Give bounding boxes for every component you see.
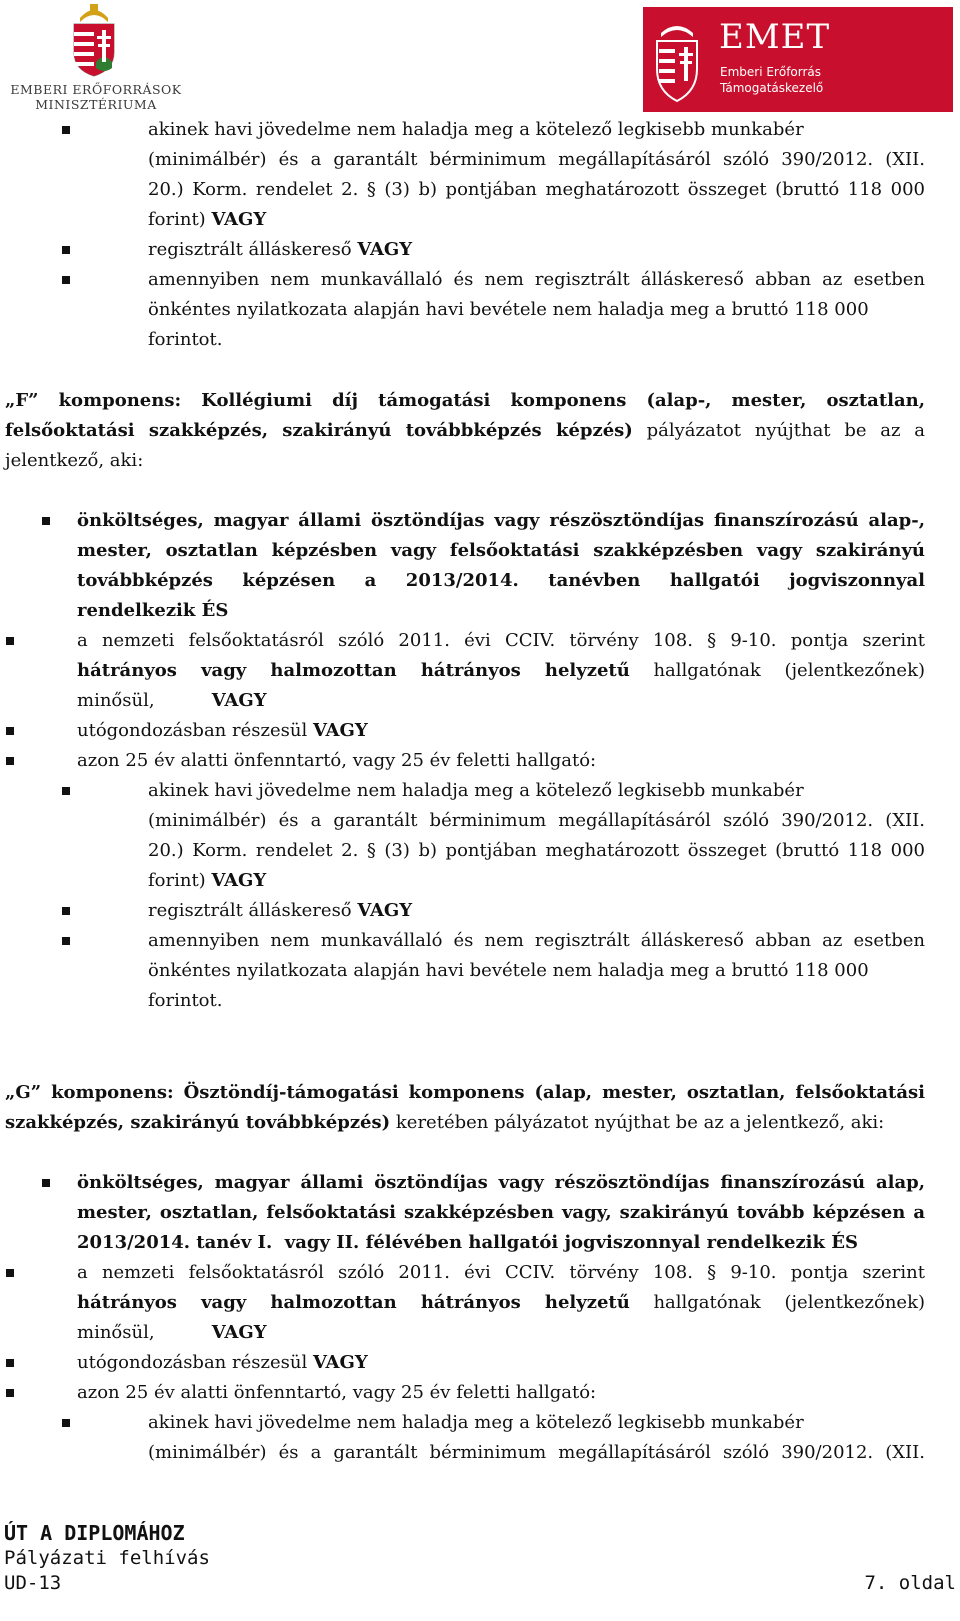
text-line: önköltséges, magyar állami ösztöndíjas vagy részösztöndíjas finanszírozású alap, xyxy=(77,1172,925,1193)
text-line: önkéntes nyilatkozata alapján havi bevétele nem haladja meg a bruttó 118 000 xyxy=(148,299,869,320)
emet-sub-line-2: Támogatáskezelő xyxy=(720,81,824,95)
page-header xyxy=(0,0,960,115)
text-line: utógondozásban részesül VAGY xyxy=(77,1352,368,1373)
text-line: a nemzeti felsőoktatásról szóló 2011. évi CCIV. törvény 108. § 9-10. pontja szerint xyxy=(77,630,925,651)
footer-code: UD-13 xyxy=(4,1572,62,1594)
emet-crest-icon xyxy=(651,21,703,103)
text-line: regisztrált álláskereső VAGY xyxy=(148,900,413,921)
text-line: regisztrált álláskereső VAGY xyxy=(148,239,413,260)
text-line: mester, osztatlan képzésben vagy felsőoktatási szakképzésben vagy szakirányú xyxy=(77,540,925,561)
footer-subtitle: Pályázati felhívás xyxy=(4,1547,210,1569)
ministry-logo xyxy=(6,2,186,114)
text-line: hátrányos vagy halmozottan hátrányos helyzetű hallgatónak (jelentkezőnek) xyxy=(77,1292,926,1313)
text-line: jelentkező, aki: xyxy=(5,450,144,471)
hungarian-crest-icon xyxy=(66,2,122,78)
bullet-icon xyxy=(62,126,70,134)
text-line: mester, osztatlan, felsőoktatási szakképzésben vagy, szakirányú tovább képzésen a xyxy=(77,1202,925,1223)
text-line: hátrányos vagy halmozottan hátrányos helyzetű hallgatónak (jelentkezőnek) xyxy=(77,660,926,681)
bullet-icon xyxy=(6,1269,14,1277)
text-line: minősül, VAGY xyxy=(77,690,267,711)
text-line: amennyiben nem munkavállaló és nem regisztrált álláskereső abban az esetben xyxy=(148,930,925,951)
text-line: (minimálbér) és a garantált bérminimum megállapításáról szóló 390/2012. (XII. xyxy=(148,149,925,170)
text-line: önköltséges, magyar állami ösztöndíjas vagy részösztöndíjas finanszírozású alap-, xyxy=(77,510,925,531)
bullet-icon xyxy=(6,637,14,645)
text-line: a nemzeti felsőoktatásról szóló 2011. évi CCIV. törvény 108. § 9-10. pontja szerint xyxy=(77,1262,925,1283)
text-line: (minimálbér) és a garantált bérminimum megállapításáról szóló 390/2012. (XII. xyxy=(148,810,925,831)
text-line: forintot. xyxy=(148,990,223,1011)
text-line: akinek havi jövedelme nem haladja meg a kötelező legkisebb munkabér xyxy=(148,119,804,140)
bullet-icon xyxy=(62,246,70,254)
section-heading-g: „G” komponens: Ösztöndíj-támogatási komponens (alap, mester, osztatlan, felsőoktatási xyxy=(5,1082,925,1103)
bullet-icon xyxy=(42,517,50,525)
text-line: 2013/2014. tanév I. vagy II. félévében hallgatói jogviszonnyal rendelkezik ÉS xyxy=(77,1232,858,1253)
bullet-icon xyxy=(6,1359,14,1367)
text-line: forintot. xyxy=(148,329,223,350)
ministry-name-line-2: MINISZTÉRIUMA xyxy=(35,97,157,112)
footer-title: ÚT A DIPLOMÁHOZ xyxy=(4,1521,185,1545)
bullet-icon xyxy=(6,727,14,735)
bullet-icon xyxy=(62,907,70,915)
text-line: rendelkezik ÉS xyxy=(77,600,229,621)
bullet-icon xyxy=(6,757,14,765)
text-line: utógondozásban részesül VAGY xyxy=(77,720,368,741)
text-line: amennyiben nem munkavállaló és nem regisztrált álláskereső abban az esetben xyxy=(148,269,925,290)
text-line: 20.) Korm. rendelet 2. § (3) b) pontjában meghatározott összeget (bruttó 118 000 xyxy=(148,179,925,200)
text-line: akinek havi jövedelme nem haladja meg a kötelező legkisebb munkabér xyxy=(148,1412,804,1433)
text-line: (minimálbér) és a garantált bérminimum megállapításáról szóló 390/2012. (XII. xyxy=(148,1442,925,1463)
text-line: felsőoktatási szakképzés, szakirányú továbbképzés képzés) pályázatot nyújthat be az a xyxy=(5,420,926,441)
bullet-icon xyxy=(62,276,70,284)
text-line: szakképzés, szakirányú továbbképzés) keretében pályázatot nyújthat be az a jelentkező, aki: xyxy=(5,1112,885,1133)
text-line: 20.) Korm. rendelet 2. § (3) b) pontjában meghatározott összeget (bruttó 118 000 xyxy=(148,840,925,861)
bullet-icon xyxy=(42,1179,50,1187)
bullet-icon xyxy=(6,1389,14,1397)
text-line: továbbképzés képzésen a 2013/2014. tanévben hallgatói jogviszonnyal xyxy=(77,570,925,591)
text-line: azon 25 év alatti önfenntartó, vagy 25 év feletti hallgató: xyxy=(77,750,597,771)
emet-sub-line-1: Emberi Erőforrás xyxy=(720,65,822,79)
emet-logo xyxy=(643,7,953,112)
text-line: önkéntes nyilatkozata alapján havi bevétele nem haladja meg a bruttó 118 000 xyxy=(148,960,869,981)
bullet-icon xyxy=(62,787,70,795)
emet-title: EMET xyxy=(719,17,831,57)
section-heading-f: „F” komponens: Kollégiumi díj támogatási komponens (alap-, mester, osztatlan, xyxy=(5,390,925,411)
text-line: forint) VAGY xyxy=(148,870,267,891)
text-line: minősül, VAGY xyxy=(77,1322,267,1343)
ministry-name-line-1: EMBERI ERŐFORRÁSOK xyxy=(10,82,182,97)
bullet-icon xyxy=(62,937,70,945)
text-line: akinek havi jövedelme nem haladja meg a kötelező legkisebb munkabér xyxy=(148,780,804,801)
bullet-icon xyxy=(62,1419,70,1427)
page-number: 7. oldal xyxy=(864,1572,956,1594)
text-line: forint) VAGY xyxy=(148,209,267,230)
text-line: azon 25 év alatti önfenntartó, vagy 25 év feletti hallgató: xyxy=(77,1382,597,1403)
